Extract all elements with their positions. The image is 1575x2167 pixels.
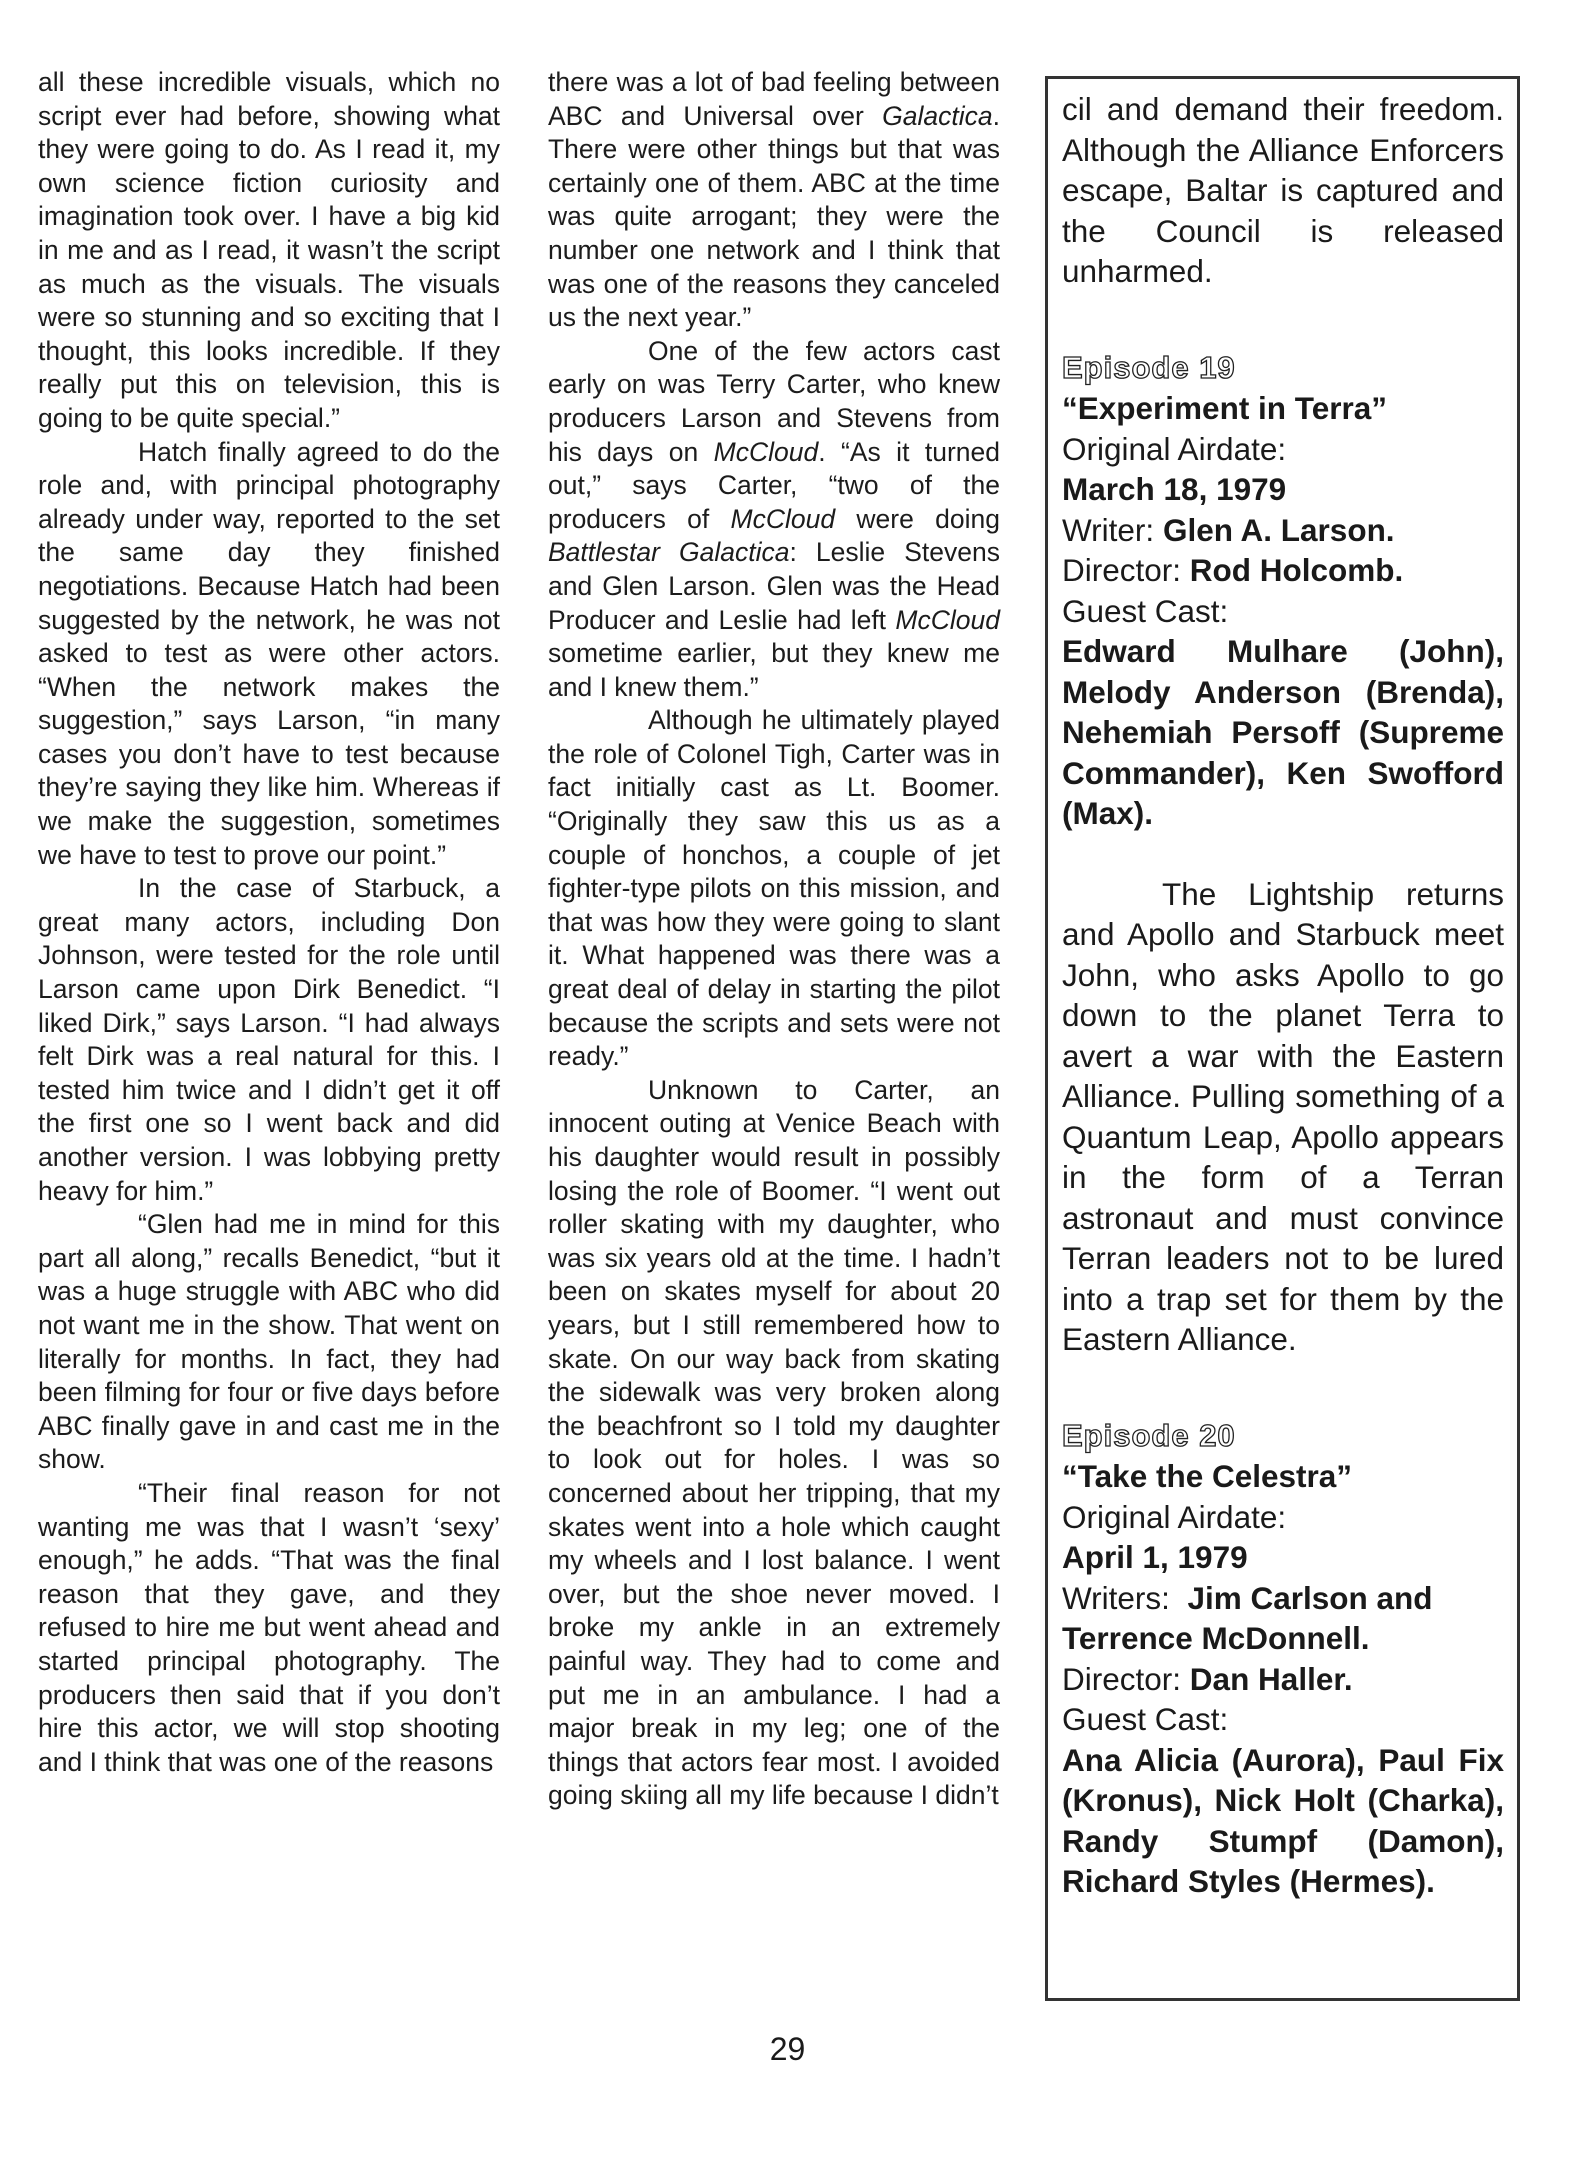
airdate-label: Original Airdate: [1062,430,1287,467]
writer-line: Writer: Glen A. Larson. [1062,511,1395,548]
article-column-2 [548,66,1000,1813]
sidebar-intro: cil and demand their freedom. Although the Alliance Enforcers escape, Baltar is captured and the Council is released unharmed. [1062,91,1504,289]
paragraph: In the case of Starbuck, a great many actors, including Don Johnson, were tested for the role until Larson came upon Dirk Benedict. “I liked Dirk,” says Larson. “I had always felt Dirk was a real natural for this. I tested him twice and I didn’t get it off the first one so I went back and did another version. I was lobbying pretty heavy for him.” [38,873,500,1206]
airdate: March 18, 1979 [1062,471,1287,507]
paragraph: Unknown to Carter, an innocent outing at Venice Beach with his daughter would result in possibly losing the role of Boomer. “I went out roller skating with my daughter, who was six years old at the time. I hadn’t been on skates myself for about 20 years, but I still remembered how to skate. On our way back from skating the sidewalk was very broken along the beachfront so I told my daughter to look out for holes. I was so concerned about her tripping, that my skates went into a hole which caught my wheels and I lost balance. I went over, but the shoe never moved. I broke my ankle in an extremely painful way. They had to come and put me in an ambulance. I had a major break in my leg; one of the things that actors fear most. I avoided going skiing all my life because I didn’t [548,1074,1000,1811]
writer-line: Writers: Jim Carlson and Terrence McDonnell. [1062,1579,1433,1656]
paragraph: “Their final reason for not wanting me was that I wasn’t ‘sexy’ enough,” he adds. “That was the final reason that they gave, and they refused to hire me but went ahead and started principal photography. The producers then said that if you don’t hire this actor, we will stop shooting and I think that was one of the reasons [38,1477,500,1777]
paragraph: Although he ultimately played the role of Colonel Tigh, Carter was in fact initially cast as Lt. Boomer. “Originally they saw this us as a couple of honchos, a couple of jet fighter-type pilots on this mission, and that was how they were going to slant it. What happened was there was a great deal of delay in starting the pilot because the scripts and sets were not ready.” [548,705,1000,1072]
episode-title: “Experiment in Terra” [1062,390,1388,426]
airdate: April 1, 1979 [1062,1539,1248,1575]
paragraph: One of the few actors cast early on was Terry Carter, who knew producers Larson and Stevens from his days on McCloud. “As it turned out,” says Carter, “two of the producers of McCloud were doing Battlestar Galactica: Leslie Stevens and Glen Larson. Glen was the Head Producer and Leslie had left McCloud sometime earlier, but they knew me and I knew them.” [548,335,1000,702]
article-column-1 [38,66,500,1779]
director-line: Director: Dan Haller. [1062,1660,1353,1697]
episode-title: “Take the Celestra” [1062,1458,1353,1494]
episode-synopsis: The Lightship returns and Apollo and Starbuck meet John, who asks Apollo to go down to the planet Terra to avert a war with the Eastern Alliance. Pulling something of a Quantum Leap, Apollo appears in the form of a Terran astronaut and must convince Terran leaders not to be lured into a trap set for them by the Eastern Alliance. [1062,875,1504,1357]
episode-guide-sidebar [1045,76,1520,2001]
paragraph: Hatch finally agreed to do the role and, with principal photography already under way, reported to the set the same day they finished negotiations. Because Hatch had been suggested by the network, he was not asked to test as were other actors. “When the network makes the suggestion,” says Larson, “in many cases you don’t have to test because they’re saying they like him. Whereas if we make the suggestion, sometimes we have to test to prove our point.” [38,436,500,870]
paragraph: all these incredible visuals, which no script ever had before, showing what they were going to do. As I read it, my own science fiction curiosity and imagination took over. I have a big kid in me and as I read, it wasn’t the script as much as the visuals. The visuals were so stunning and so exciting that I thought, this looks incredible. If they really put this on television, this is going to be quite special.” [38,67,500,433]
cast-label: Guest Cast: [1062,1701,1229,1737]
paragraph: “Glen had me in mind for this part all along,” recalls Benedict, “but it was a huge struggle with ABC who did not want me in the show. That went on literally for months. In fact, they had been filming for four or five days before ABC finally gave in and cast me in the show. [38,1209,500,1475]
guest-cast: Edward Mulhare (John), Melody Anderson (Brenda), Nehemiah Persoff (Supreme Commander), Ken Swofford (Max). [1062,633,1504,831]
episode-heading: Episode 19 [1062,349,1236,385]
episode-heading: Episode 20 [1062,1417,1236,1453]
director-line: Director: Rod Holcomb. [1062,552,1404,588]
airdate-label: Original Airdate: [1062,1498,1287,1535]
guest-cast: Ana Alicia (Aurora), Paul Fix (Kronus), Nick Holt (Charka), Randy Stumpf (Damon), Richard Styles (Hermes). [1062,1741,1504,1899]
page-number: 29 [769,2031,806,2067]
cast-label: Guest Cast: [1062,592,1229,629]
paragraph: there was a lot of bad feeling between ABC and Universal over Galactica. There were other things but that was certainly one of them. ABC at the time was quite arrogant; they were the number one network and I think that was one of the reasons they canceled us the next year.” [548,67,1000,333]
